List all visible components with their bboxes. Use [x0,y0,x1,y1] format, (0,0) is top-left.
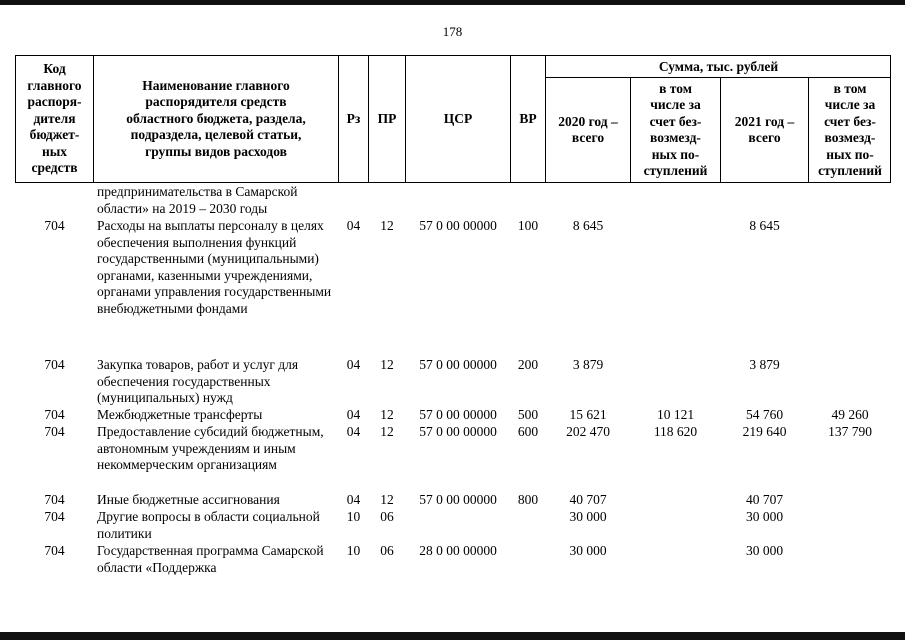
header-incl-line: числе за [824,97,876,112]
table-row-pr: 12 [380,407,394,422]
table-row-2021-gratuitous: 49 260 [831,407,869,422]
header-incl-line: счет без- [649,113,702,129]
header-2021-line: 2021 год – [734,113,795,129]
header-2021-total [721,78,808,182]
table-row-rz: 04 [346,218,361,233]
header-incl-line: ступлений [643,163,708,178]
table-row-2020: 15 621 [569,407,607,422]
table-row-code: 704 [44,543,65,558]
table-row-vr: 500 [517,407,539,422]
header-code-line: Код [43,61,66,77]
table-row-2020: 30 000 [569,543,607,558]
table-row-2021: 40 707 [745,492,784,507]
header-code-line: ных [41,143,68,159]
header-code-line: главного [27,77,82,93]
header-csr: ЦСР [443,110,473,126]
table-row-pr: 06 [380,543,394,558]
header-2021-gratuitous [809,78,891,182]
header-pr: ПР [377,110,397,126]
table-row-csr: 57 0 00 00000 [419,424,497,439]
table-row-rz: 04 [346,357,361,372]
header-2020-line: 2020 год – [558,113,618,129]
header-name-line: группы видов расходов [145,143,287,159]
table-row-csr: 57 0 00 00000 [419,492,497,507]
table-row-pr: 12 [380,492,394,507]
header-2020-gratuitous [631,78,720,182]
header-code-line: дителя [33,110,76,126]
table-row-name: Государственная программа Самарской области «Поддержка [97,543,324,575]
table-row-rz: 10 [346,543,361,558]
table-row-2021-gratuitous: 137 790 [828,424,872,439]
page-number: 178 [442,24,463,39]
table-row-2020: 40 707 [569,492,607,507]
header-incl-line: ступлений [818,163,882,178]
header-2021-line: всего [748,130,781,145]
header-code-line: средств [31,160,78,176]
header-incl-line: в том [833,80,867,96]
table-row-2020: 3 879 [572,357,604,372]
table-row-vr: 100 [517,218,539,233]
header-incl-line: возмезд- [650,130,701,145]
table-row-vr: 800 [517,492,539,507]
header-name-line: областного бюджета, раздела, [126,110,306,126]
table-row-name: Межбюджетные трансферты [97,407,263,422]
header-incl-line: ных по- [651,146,700,162]
table-row-code: 704 [44,424,65,439]
table-row-2021: 219 640 [742,424,787,439]
table-row-name: Другие вопросы в области социальной политики [97,509,320,541]
table-row-name: Иные бюджетные ассигнования [97,492,280,507]
header-name-line: подраздела, целевой статьи, [130,127,302,143]
table-row-name: Предоставление субсидий бюджетным, автономным учреждениям и иным некоммерческим организациям [97,424,324,472]
table-row-2020: 8 645 [572,218,604,233]
table-row-pr: 12 [380,424,394,439]
table-row-csr: 57 0 00 00000 [419,218,497,233]
table-row-name: предпринимательства в Самарской области» на 2019 – 2030 годы [97,184,298,216]
header-name-line: распорядителя средств [145,94,287,110]
header-incl-line: счет без- [824,113,876,129]
table-row-pr: 06 [380,509,394,524]
table-row-2021: 30 000 [745,543,784,558]
header-2020-line: всего [571,130,605,145]
table-row-code: 704 [44,218,65,233]
table-row-2020: 30 000 [569,509,607,524]
table-row-csr: 28 0 00 00000 [419,543,497,558]
header-rz: Рз [346,110,361,126]
header-2020-total [546,78,630,182]
header-name-line: Наименование главного [142,77,290,93]
table-row-2020: 202 470 [566,424,610,439]
table-row-2020-gratuitous: 118 620 [653,424,698,439]
table-row-name: Закупка товаров, работ и услуг для обеспечения государственных (муниципальных) нужд [97,357,299,405]
table-row-2021: 54 760 [745,407,784,422]
table-row-2021: 8 645 [749,218,780,233]
table-row-rz: 04 [346,424,361,439]
header-incl-line: возмезд- [824,130,876,145]
table-row-code: 704 [44,407,65,422]
header-code-line: бюджет- [29,127,80,143]
bottom-rule [0,632,905,640]
table-row-code: 704 [44,509,65,524]
header-name [94,57,338,181]
table-row-pr: 12 [380,357,394,372]
header-sum: Сумма, тыс. рублей [658,58,779,74]
table-row-2021: 30 000 [745,509,784,524]
header-incl-line: в том [659,80,692,96]
table-row-name: Расходы на выплаты персоналу в целях обеспечения выполнения функций государственными (муниципальными) органами, казенными учреждениями, органами управления государственными внебюджетными фондами [97,218,332,316]
header-incl-line: числе за [650,97,701,112]
top-rule [0,0,905,5]
table-row-rz: 10 [346,509,361,524]
table-row-csr: 57 0 00 00000 [419,407,497,422]
table-row-rz: 04 [346,492,361,507]
header-incl-line: ных по- [826,146,874,162]
table-row-vr: 600 [517,424,539,439]
table-row-rz: 04 [346,407,361,422]
table-row-csr: 57 0 00 00000 [419,357,497,372]
table-row-2020-gratuitous: 10 121 [656,407,695,422]
table-row-vr: 200 [517,357,539,372]
header-code-line: распоря- [27,94,82,110]
header-code [16,57,93,181]
table-row-2021: 3 879 [749,357,780,372]
table-row-code: 704 [44,357,65,372]
header-vr: ВР [519,110,537,126]
table-row-pr: 12 [380,218,394,233]
table-row-code: 704 [44,492,65,507]
